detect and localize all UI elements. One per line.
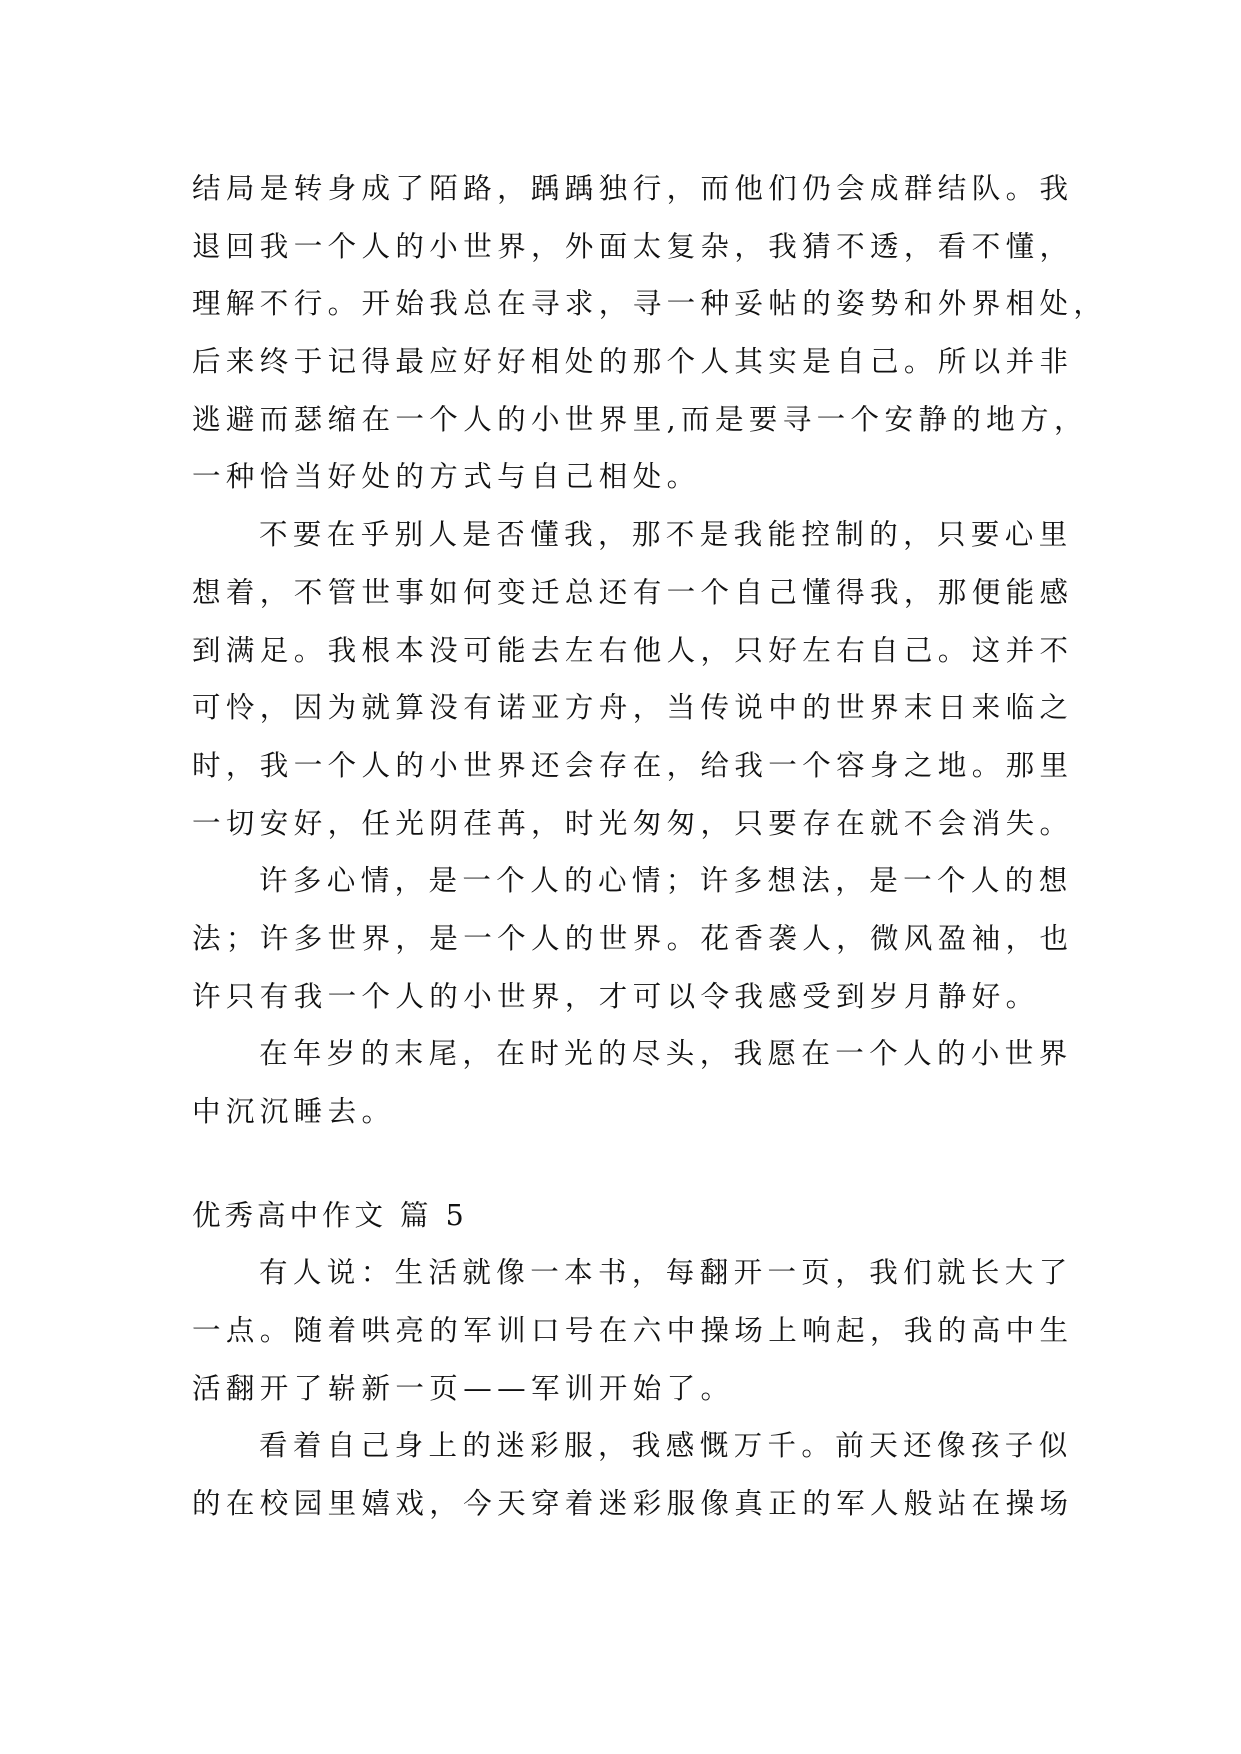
paragraph-world-end (192, 506, 1074, 852)
text-line: 后来终于记得最应好好相处的那个人其实是自己。所以并非 (192, 345, 1074, 379)
paragraph-book (192, 1244, 1074, 1417)
text-line: 时，我一个人的小世界还会存在，给我一个容身之地。那里 (192, 748, 1074, 782)
text-line: 活翻开了崭新一页——军训开始了。 (192, 1371, 735, 1405)
section-gap (192, 1141, 1062, 1187)
text-line: 许只有我一个人的小世界，才可以令我感受到岁月静好。 (192, 979, 1040, 1013)
text-line: 一种恰当好处的方式与自己相处。 (192, 460, 701, 494)
text-line: 许多心情，是一个人的心情；许多想法，是一个人的想 (259, 864, 1073, 898)
paragraph-ending (192, 1025, 1073, 1140)
paragraph-continued (192, 160, 1108, 506)
text-line: 有人说：生活就像一本书，每翻开一页，我们就长大了 (259, 1256, 1073, 1290)
text-line: 不要在乎别人是否懂我，那不是我能控制的，只要心里 (259, 518, 1073, 552)
text-line: 想着，不管世事如何变迁总还有一个自己懂得我，那便能感 (192, 575, 1074, 609)
text-line: 在年岁的末尾，在时光的尽头，我愿在一个人的小世界 (259, 1037, 1073, 1071)
text-line: 一点。随着哄亮的军训口号在六中操场上响起，我的高中生 (192, 1314, 1074, 1348)
text-line: 理解不行。开始我总在寻求，寻一种妥帖的姿势和外界相处， (192, 287, 1108, 321)
text-line: 一切安好，任光阴荏苒，时光匆匆，只要存在就不会消失。 (192, 806, 1074, 840)
paragraph-uniform (192, 1417, 1074, 1532)
text-line: 逃避而瑟缩在一个人的小世界里,而是要寻一个安静的地方， (192, 402, 1088, 436)
text-line: 到满足。我根本没可能去左右他人，只好左右自己。这并不 (192, 633, 1074, 667)
section-heading: 优秀高中作文 篇 5 (192, 1198, 468, 1232)
text-line: 结局是转身成了陌路，踽踽独行，而他们仍会成群结队。我 (192, 172, 1074, 205)
text-line: 退回我一个人的小世界，外面太复杂，我猜不透，看不懂， (192, 229, 1074, 263)
text-line: 的在校园里嬉戏，今天穿着迷彩服像真正的军人般站在操场 (192, 1487, 1074, 1521)
text-line: 可怜，因为就算没有诺亚方舟，当传说中的世界末日来临之 (192, 691, 1074, 725)
text-line: 看着自己身上的迷彩服，我感慨万千。前天还像孩子似 (259, 1429, 1073, 1463)
text-line: 法；许多世界，是一个人的世界。花香袭人，微风盈袖，也 (192, 921, 1074, 955)
text-line: 中沉沉睡去。 (192, 1095, 396, 1128)
document-body (192, 160, 1108, 1533)
paragraph-feelings (192, 852, 1074, 1025)
